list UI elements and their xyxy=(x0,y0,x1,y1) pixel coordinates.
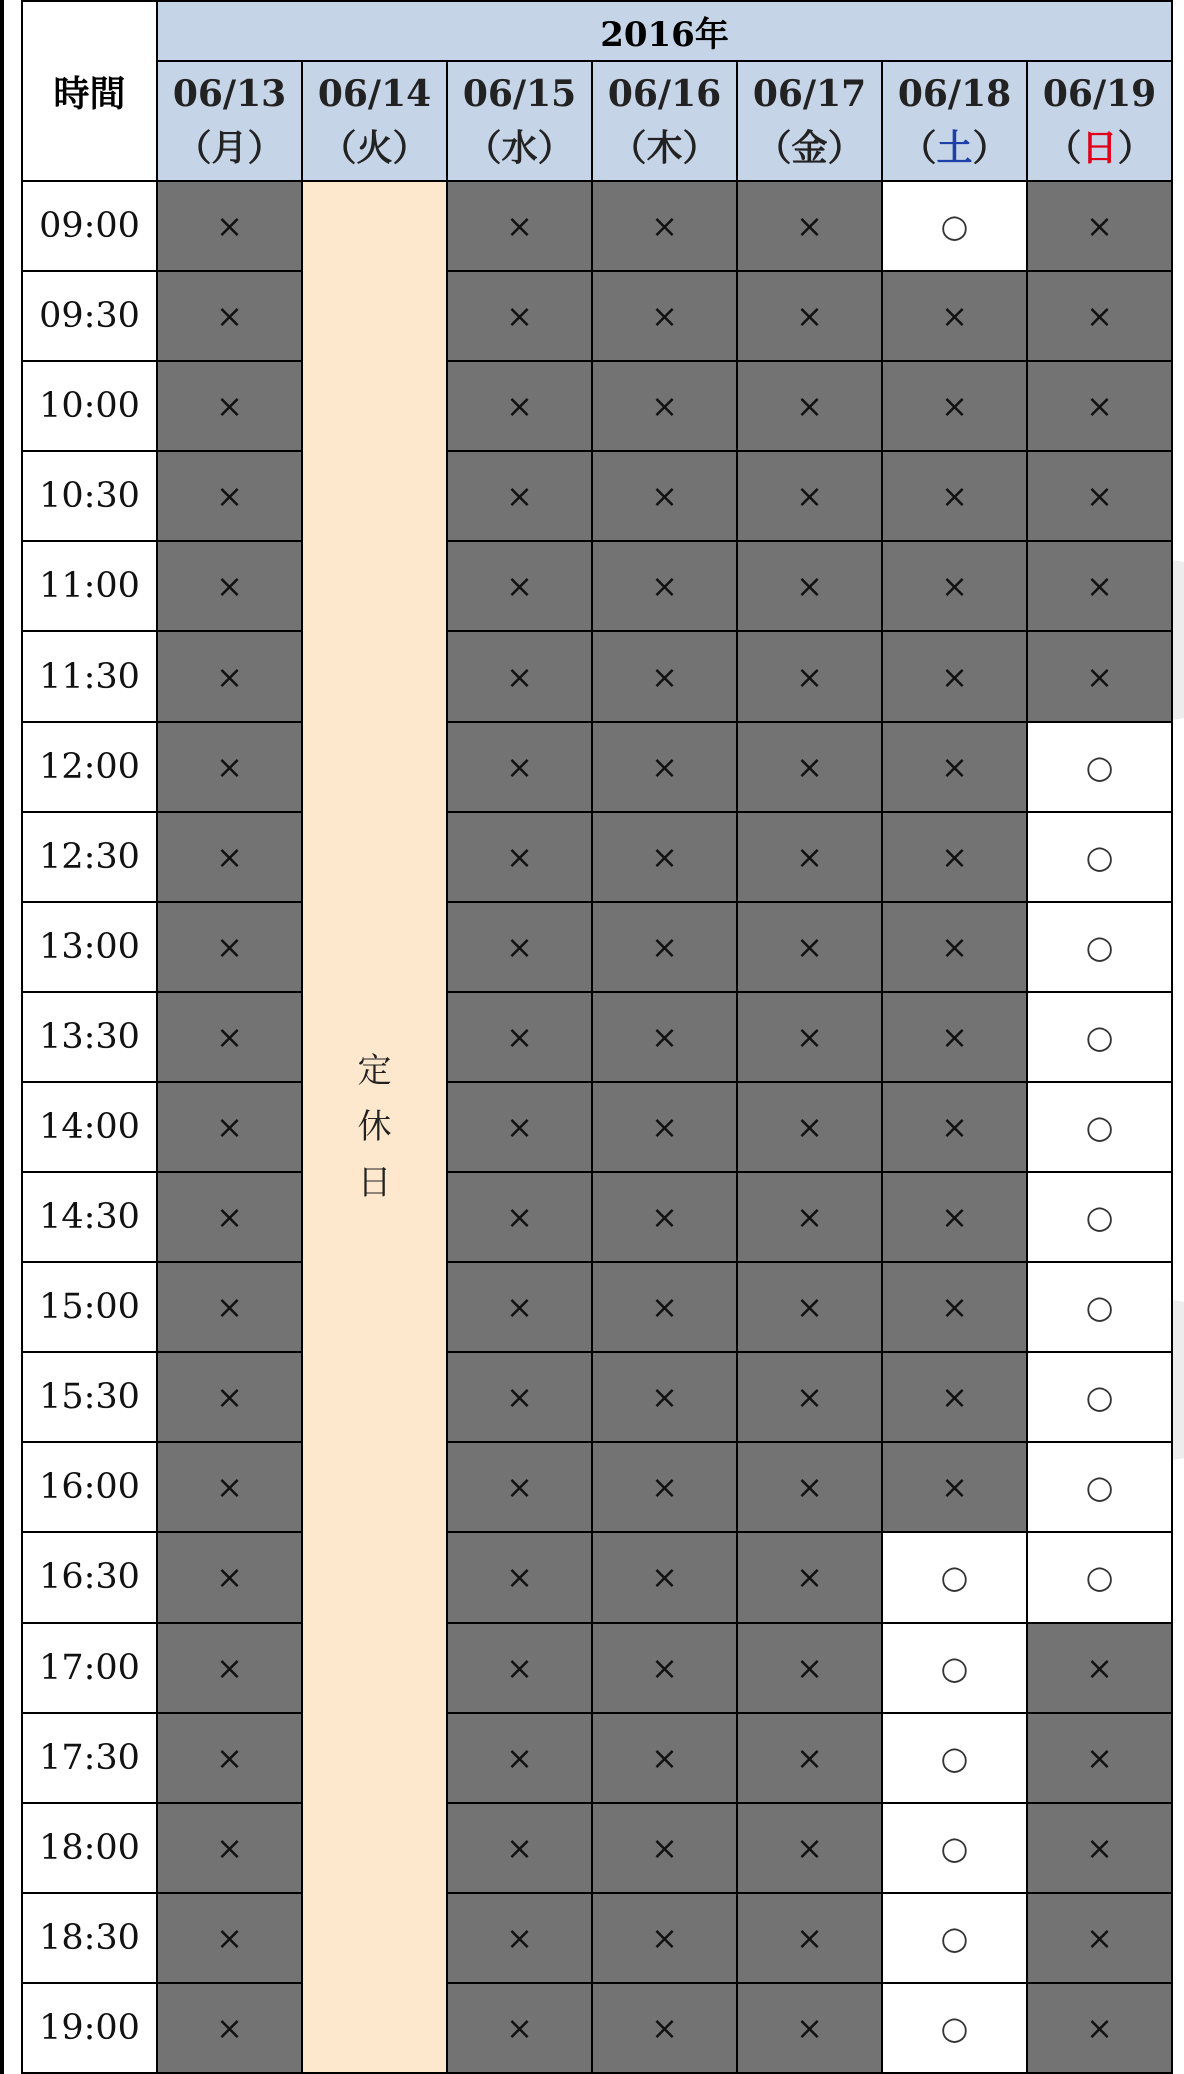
slot-unavailable: × xyxy=(1027,1713,1172,1803)
day-of-week-char: 月 xyxy=(211,127,248,169)
slot-unavailable: × xyxy=(157,1803,302,1893)
slot-unavailable: × xyxy=(447,1352,592,1442)
header-row-days xyxy=(22,61,1172,181)
closed-day-cell xyxy=(302,181,447,2073)
table-row xyxy=(22,451,1172,541)
slot-available[interactable]: ○ xyxy=(1027,1352,1172,1442)
slot-available[interactable]: ○ xyxy=(882,181,1027,271)
slot-unavailable: × xyxy=(737,812,882,902)
slot-available[interactable]: ○ xyxy=(1027,902,1172,992)
slot-available[interactable]: ○ xyxy=(882,1713,1027,1803)
slot-unavailable: × xyxy=(447,1893,592,1983)
slot-unavailable: × xyxy=(737,1623,882,1713)
slot-unavailable: × xyxy=(882,1352,1027,1442)
slot-unavailable: × xyxy=(737,1532,882,1622)
day-of-week xyxy=(738,121,881,175)
slot-available[interactable]: ○ xyxy=(882,1983,1027,2073)
slot-available[interactable]: ○ xyxy=(1027,1262,1172,1352)
day-date: 06/16 xyxy=(607,73,722,115)
slot-available[interactable]: ○ xyxy=(882,1623,1027,1713)
slot-unavailable: × xyxy=(1027,451,1172,541)
day-header-06-18 xyxy=(882,61,1027,181)
slot-unavailable: × xyxy=(737,1713,882,1803)
day-of-week-char: 木 xyxy=(646,127,683,169)
day-date: 06/13 xyxy=(172,73,287,115)
day-of-week-char: 金 xyxy=(791,127,828,169)
slot-unavailable: × xyxy=(592,181,737,271)
day-date: 06/19 xyxy=(1042,73,1157,115)
day-header-06-14 xyxy=(302,61,447,181)
slot-unavailable: × xyxy=(592,361,737,451)
slot-unavailable: × xyxy=(592,1442,737,1532)
slot-unavailable: × xyxy=(592,541,737,631)
slot-unavailable: × xyxy=(1027,1983,1172,2073)
slot-unavailable: × xyxy=(157,1623,302,1713)
slot-unavailable: × xyxy=(882,812,1027,902)
slot-unavailable: × xyxy=(592,631,737,721)
slot-unavailable: × xyxy=(157,992,302,1082)
slot-available[interactable]: ○ xyxy=(1027,992,1172,1082)
slot-unavailable: × xyxy=(592,1803,737,1893)
slot-unavailable: × xyxy=(592,722,737,812)
slot-unavailable: × xyxy=(882,1082,1027,1172)
time-cell: 10:00 xyxy=(22,361,157,451)
slot-unavailable: × xyxy=(447,722,592,812)
time-cell: 13:30 xyxy=(22,992,157,1082)
slot-unavailable: × xyxy=(447,361,592,451)
time-cell: 11:30 xyxy=(22,631,157,721)
slot-unavailable: × xyxy=(737,1442,882,1532)
slot-unavailable: × xyxy=(882,1442,1027,1532)
slot-available[interactable]: ○ xyxy=(1027,1082,1172,1172)
table-row xyxy=(22,1532,1172,1622)
time-cell: 11:00 xyxy=(22,541,157,631)
slot-unavailable: × xyxy=(157,812,302,902)
table-row xyxy=(22,181,1172,271)
table-row xyxy=(22,1983,1172,2073)
slot-unavailable: × xyxy=(447,1983,592,2073)
table-row xyxy=(22,1893,1172,1983)
slot-unavailable: × xyxy=(157,1082,302,1172)
day-date: 06/14 xyxy=(317,73,432,115)
slot-unavailable: × xyxy=(882,631,1027,721)
day-of-week xyxy=(883,121,1026,175)
slot-unavailable: × xyxy=(157,631,302,721)
closed-day-char: 定 xyxy=(357,1051,392,1091)
slot-unavailable: × xyxy=(447,1442,592,1532)
day-of-week-char: 火 xyxy=(356,127,393,169)
slot-unavailable: × xyxy=(882,992,1027,1082)
table-row xyxy=(22,812,1172,902)
slot-unavailable: × xyxy=(882,361,1027,451)
time-cell: 15:00 xyxy=(22,1262,157,1352)
time-column-header: 時間 xyxy=(22,1,157,181)
slot-unavailable: × xyxy=(447,181,592,271)
table-row xyxy=(22,1262,1172,1352)
slot-unavailable: × xyxy=(157,1713,302,1803)
slot-unavailable: × xyxy=(592,1172,737,1262)
slot-unavailable: × xyxy=(1027,361,1172,451)
paren-open: （ xyxy=(320,127,357,169)
slot-unavailable: × xyxy=(157,1352,302,1442)
slot-available[interactable]: ○ xyxy=(1027,812,1172,902)
slot-unavailable: × xyxy=(882,271,1027,361)
paren-open: （ xyxy=(465,127,502,169)
slot-unavailable: × xyxy=(737,451,882,541)
slot-unavailable: × xyxy=(157,1983,302,2073)
day-of-week xyxy=(448,121,591,175)
paren-open: （ xyxy=(175,127,212,169)
slot-unavailable: × xyxy=(737,541,882,631)
paren-open: （ xyxy=(1045,127,1082,169)
time-cell: 09:30 xyxy=(22,271,157,361)
slot-unavailable: × xyxy=(447,1532,592,1622)
day-header-06-17 xyxy=(737,61,882,181)
slot-unavailable: × xyxy=(1027,631,1172,721)
slot-unavailable: × xyxy=(592,1893,737,1983)
time-cell: 15:30 xyxy=(22,1352,157,1442)
left-border xyxy=(0,0,4,2074)
day-header-06-15 xyxy=(447,61,592,181)
slot-unavailable: × xyxy=(1027,181,1172,271)
table-row xyxy=(22,631,1172,721)
slot-unavailable: × xyxy=(1027,1803,1172,1893)
slot-unavailable: × xyxy=(592,812,737,902)
slot-unavailable: × xyxy=(1027,1893,1172,1983)
slot-unavailable: × xyxy=(447,992,592,1082)
slot-unavailable: × xyxy=(737,1352,882,1442)
day-of-week xyxy=(158,121,301,175)
slot-unavailable: × xyxy=(157,181,302,271)
slot-available[interactable]: ○ xyxy=(1027,1172,1172,1262)
day-header-06-19 xyxy=(1027,61,1172,181)
slot-unavailable: × xyxy=(157,1893,302,1983)
slot-unavailable: × xyxy=(157,1442,302,1532)
day-date: 06/17 xyxy=(752,73,867,115)
day-of-week-char: 日 xyxy=(1081,127,1118,169)
day-of-week xyxy=(1028,121,1171,175)
time-cell: 16:30 xyxy=(22,1532,157,1622)
slot-unavailable: × xyxy=(447,541,592,631)
paren-open: （ xyxy=(610,127,647,169)
day-date: 06/18 xyxy=(897,73,1012,115)
paren-close: ） xyxy=(247,127,284,169)
slot-unavailable: × xyxy=(592,992,737,1082)
slot-unavailable: × xyxy=(447,1262,592,1352)
time-cell: 12:30 xyxy=(22,812,157,902)
slot-available[interactable]: ○ xyxy=(1027,722,1172,812)
slot-unavailable: × xyxy=(447,1172,592,1262)
closed-day-char: 日 xyxy=(357,1163,392,1203)
slot-unavailable: × xyxy=(737,1172,882,1262)
time-cell: 10:30 xyxy=(22,451,157,541)
slot-unavailable: × xyxy=(157,271,302,361)
slot-unavailable: × xyxy=(737,181,882,271)
slot-unavailable: × xyxy=(1027,271,1172,361)
table-row xyxy=(22,722,1172,812)
reservation-table xyxy=(21,0,1173,2074)
paren-close: ） xyxy=(537,127,574,169)
day-header-06-16 xyxy=(592,61,737,181)
slot-unavailable: × xyxy=(447,271,592,361)
slot-unavailable: × xyxy=(447,1803,592,1893)
paren-close: ） xyxy=(1117,127,1154,169)
table-row xyxy=(22,271,1172,361)
table-row xyxy=(22,1172,1172,1262)
day-of-week xyxy=(303,121,446,175)
table-row xyxy=(22,541,1172,631)
table-row xyxy=(22,1713,1172,1803)
slot-unavailable: × xyxy=(157,1262,302,1352)
slot-unavailable: × xyxy=(592,1352,737,1442)
slot-unavailable: × xyxy=(882,902,1027,992)
paren-open: （ xyxy=(755,127,792,169)
table-row xyxy=(22,1082,1172,1172)
slot-unavailable: × xyxy=(447,902,592,992)
slot-unavailable: × xyxy=(737,992,882,1082)
slot-unavailable: × xyxy=(882,451,1027,541)
time-cell: 12:00 xyxy=(22,722,157,812)
slot-available[interactable]: ○ xyxy=(1027,1532,1172,1622)
day-of-week-char: 土 xyxy=(936,127,973,169)
closed-day-char: 休 xyxy=(357,1107,392,1147)
year-header: 2016年 xyxy=(157,1,1172,61)
slot-unavailable: × xyxy=(592,1262,737,1352)
paren-close: ） xyxy=(972,127,1009,169)
slot-unavailable: × xyxy=(737,722,882,812)
time-cell: 16:00 xyxy=(22,1442,157,1532)
time-cell: 14:00 xyxy=(22,1082,157,1172)
slot-unavailable: × xyxy=(592,1713,737,1803)
slot-unavailable: × xyxy=(157,1532,302,1622)
slot-unavailable: × xyxy=(737,1262,882,1352)
paren-close: ） xyxy=(392,127,429,169)
slot-unavailable: × xyxy=(737,1893,882,1983)
slot-unavailable: × xyxy=(1027,1623,1172,1713)
time-cell: 18:00 xyxy=(22,1803,157,1893)
slot-unavailable: × xyxy=(592,1082,737,1172)
slot-unavailable: × xyxy=(737,902,882,992)
time-cell: 17:30 xyxy=(22,1713,157,1803)
table-row xyxy=(22,361,1172,451)
slot-unavailable: × xyxy=(592,1623,737,1713)
time-cell: 13:00 xyxy=(22,902,157,992)
slot-unavailable: × xyxy=(882,1172,1027,1262)
slot-unavailable: × xyxy=(882,722,1027,812)
slot-unavailable: × xyxy=(447,812,592,902)
slot-unavailable: × xyxy=(882,1262,1027,1352)
day-of-week-char: 水 xyxy=(501,127,538,169)
time-cell: 17:00 xyxy=(22,1623,157,1713)
slot-unavailable: × xyxy=(157,361,302,451)
paren-close: ） xyxy=(682,127,719,169)
slot-available[interactable]: ○ xyxy=(882,1803,1027,1893)
time-cell: 19:00 xyxy=(22,1983,157,2073)
slot-unavailable: × xyxy=(737,1803,882,1893)
slot-unavailable: × xyxy=(157,722,302,812)
slot-unavailable: × xyxy=(592,1983,737,2073)
time-cell: 18:30 xyxy=(22,1893,157,1983)
slot-unavailable: × xyxy=(447,631,592,721)
slot-available[interactable]: ○ xyxy=(882,1532,1027,1622)
slot-available[interactable]: ○ xyxy=(882,1893,1027,1983)
slot-unavailable: × xyxy=(592,902,737,992)
time-cell: 14:30 xyxy=(22,1172,157,1262)
paren-open: （ xyxy=(900,127,937,169)
slot-unavailable: × xyxy=(447,1082,592,1172)
table-row xyxy=(22,1623,1172,1713)
slot-unavailable: × xyxy=(737,271,882,361)
slot-unavailable: × xyxy=(737,361,882,451)
day-of-week xyxy=(593,121,736,175)
slot-unavailable: × xyxy=(1027,541,1172,631)
paren-close: ） xyxy=(827,127,864,169)
slot-unavailable: × xyxy=(447,1623,592,1713)
slot-unavailable: × xyxy=(737,631,882,721)
table-row xyxy=(22,1442,1172,1532)
slot-unavailable: × xyxy=(157,1172,302,1262)
table-row xyxy=(22,1803,1172,1893)
slot-unavailable: × xyxy=(157,451,302,541)
header-row-year xyxy=(22,1,1172,61)
slot-unavailable: × xyxy=(737,1983,882,2073)
slot-unavailable: × xyxy=(737,1082,882,1172)
slot-unavailable: × xyxy=(882,541,1027,631)
table-row xyxy=(22,992,1172,1082)
table-row xyxy=(22,902,1172,992)
slot-unavailable: × xyxy=(157,902,302,992)
day-date: 06/15 xyxy=(462,73,577,115)
slot-unavailable: × xyxy=(592,271,737,361)
day-header-06-13 xyxy=(157,61,302,181)
table-row xyxy=(22,1352,1172,1442)
slot-available[interactable]: ○ xyxy=(1027,1442,1172,1532)
slot-unavailable: × xyxy=(592,1532,737,1622)
time-cell: 09:00 xyxy=(22,181,157,271)
slot-unavailable: × xyxy=(447,1713,592,1803)
slot-unavailable: × xyxy=(592,451,737,541)
slot-unavailable: × xyxy=(447,451,592,541)
slot-unavailable: × xyxy=(157,541,302,631)
